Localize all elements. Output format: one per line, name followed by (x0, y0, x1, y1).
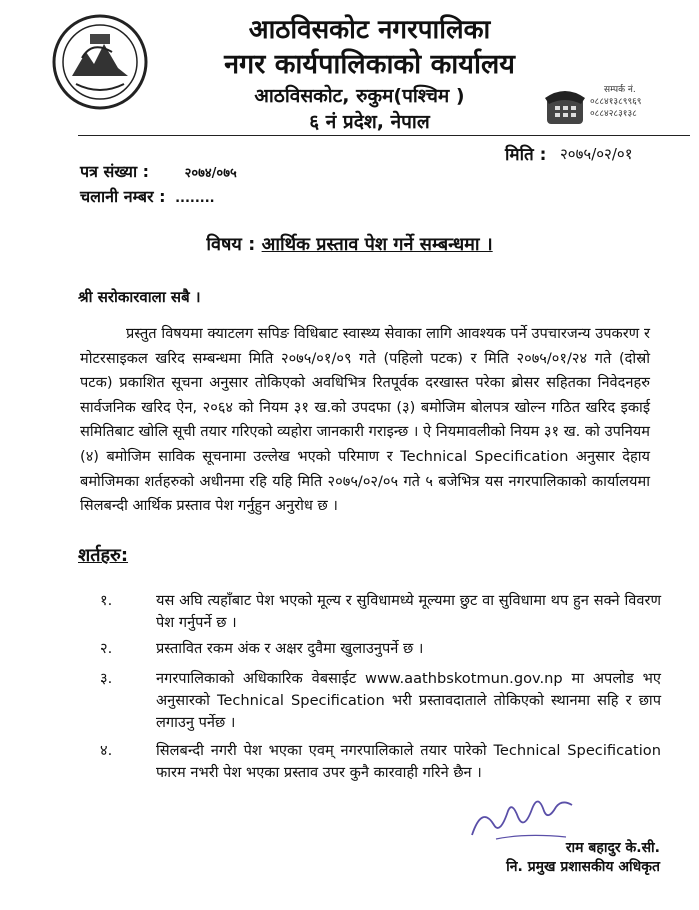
signatory-name: राम बहादुर के.सी. (565, 840, 660, 856)
subject-line (0, 232, 699, 256)
header-province: ६ नं प्रदेश, नेपाल (309, 111, 430, 133)
condition-text: नगरपालिकाको अधिकारिक वेबसाईट www.aathbskotmun.gov.np मा अपलोड भए अनुसारको Technical Specification भरी प्रस्तावदाताले तोकिएको स्थानमा सहि र छाप लगाउनु पर्नेछ । (156, 670, 661, 731)
header-office-name: नगर कार्यपालिकाको कार्यालय (224, 49, 515, 80)
signatory-title: नि. प्रमुख प्रशासकीय अधिकृत (506, 859, 660, 875)
condition-number: ४. (100, 742, 113, 759)
dispatch-number-label: चलानी नम्बर : (80, 187, 166, 206)
header-divider (78, 135, 690, 136)
header-address: आठविसकोट, रुकुम(पश्चिम ) (254, 85, 465, 107)
terms-heading: शर्तहरु: (78, 545, 129, 566)
dispatch-number-value: ........ (175, 191, 215, 206)
date-label: मिति : (505, 145, 547, 165)
contact-block (590, 84, 641, 120)
subject-text: आर्थिक प्रस्ताव पेश गर्ने सम्बन्धमा । (261, 234, 493, 255)
condition-number: २. (100, 640, 113, 657)
condition-number: १. (100, 592, 113, 609)
contact-phone-2: ०८८४२८३१३८ (590, 109, 637, 119)
letter-number-value: २०७४/०७५ (184, 166, 237, 181)
contact-label: सम्पर्क नं. (604, 85, 636, 95)
header-municipality-name: आठविसकोट नगरपालिका (248, 15, 491, 45)
letter-number-row (80, 160, 237, 182)
letter-number-label: पत्र संख्या : (80, 162, 150, 181)
contact-phone-1: ०८८४१३८९९६९ (590, 97, 642, 107)
condition-text: सिलबन्दी नगरी पेश भएका एवम् नगरपालिकाले तयार पारेको Technical Specification फारम नभरी पेश भएका प्रस्ताव उपर कुनै कारवाही गरिने छैन । (156, 742, 661, 781)
subject-label: विषय : (206, 234, 256, 255)
condition-text: यस अघि त्यहाँबाट पेश भएको मूल्य र सुविधामध्ये मूल्यमा छुट वा सुविधामा थप हुन सक्ने विवरण पेश गर्नुपर्ने छ । (156, 592, 661, 631)
telephone-icon (543, 84, 587, 128)
body-paragraph: प्रस्तुत विषयमा क्याटलग सपिङ विधिबाट स्वास्थ्य सेवाका लागि आवश्यक पर्ने उपचारजन्य उपकरण र मोटरसाइकल खरिद सम्बन्धमा मिति २०७५/०१/०९ गते (पहिलो पटक) र मिति २०७५/०१/२४ गते (दोस्रो पटक) प्रकाशित सूचना अनुसार तोकिएको अवधिभित्र रितपूर्वक दरखास्त परेका ब्रोसर सहितका निवेदनहरु सार्वजनिक खरिद ऐन, २०६४ को नियम ३१ ख.को उपदफा (३) बमोजिम बोलपत्र खोल्न गठित खरिद इकाई समितिबाट खोलि सूची तयार गरिएको व्यहोरा जानकारी गराइन्छ । ऐ नियमावलीको नियम ३१ ख. को उपनियम (४) बमोजिम साविक सूचनामा उल्लेख भएको परिमाण र Technical Specification अनुसार देहाय बमोजिमका शर्तहरुको अधीनमा रहि यहि मिति २०७५/०२/०५ गते ५ बजेभित्र यस नगरपालिकाको कार्यालयमा सिलबन्दी आर्थिक प्रस्ताव पेश गर्नुहुन अनुरोध छ । (80, 325, 650, 515)
date-value: २०७५/०२/०१ (560, 145, 633, 163)
condition-text: प्रस्तावित रकम अंक र अक्षर दुवैमा खुलाउनुपर्ने छ । (156, 640, 424, 657)
condition-number: ३. (100, 670, 113, 687)
dispatch-number-row (80, 185, 215, 207)
salutation: श्री सरोकारवाला सबै । (78, 288, 201, 306)
